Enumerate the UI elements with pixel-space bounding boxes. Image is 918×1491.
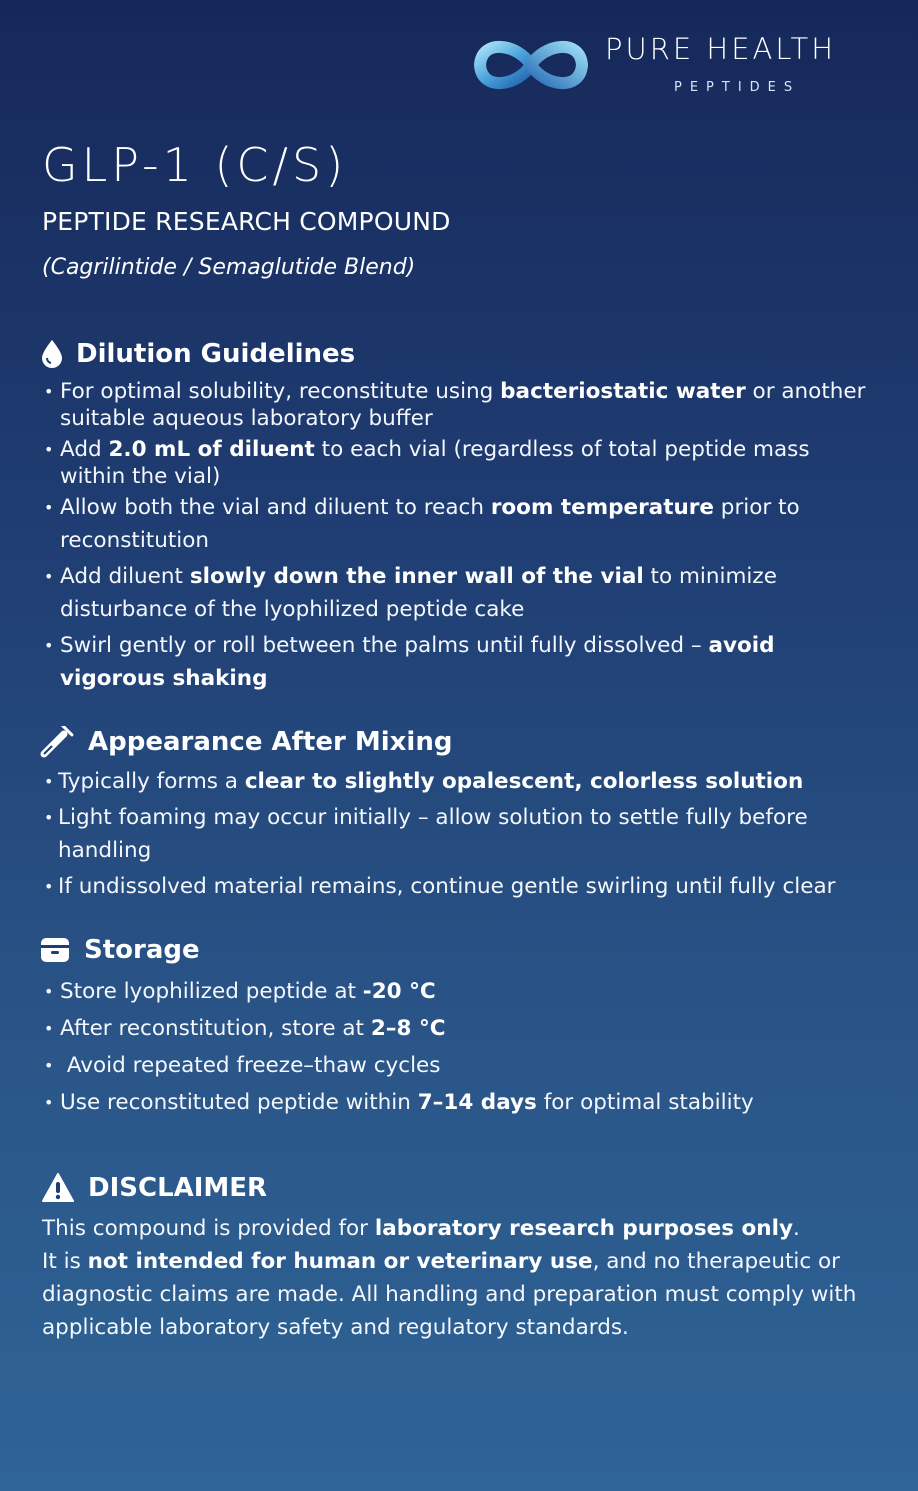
list-item: • Store lyophilized peptide at -20 °C [40, 975, 880, 1008]
droplet-icon [40, 337, 74, 371]
brand-name: PURE HEALTH [605, 32, 837, 66]
disclaimer-title: DISCLAIMER [88, 1173, 268, 1203]
list-item: • Add 2.0 mL of diluent to each vial (regardless of total peptide mass within the vial) [40, 436, 880, 490]
dilution-title: Dilution Guidelines [76, 339, 356, 369]
list-item: • Light foaming may occur initially – allow solution to settle fully before handling [40, 801, 880, 867]
appearance-title: Appearance After Mixing [88, 727, 453, 757]
storage-list [40, 975, 880, 1119]
section-heading [40, 334, 880, 374]
disclaimer-text: This compound is provided for laboratory research purposes only. It is not intended for human or veterinary use, and no therapeutic or diagnostic claims are made. All handling and preparation must comply with applicable laboratory safety and regulatory standards. [42, 1216, 857, 1340]
list-item: • If undissolved material remains, continue gentle swirling until fully clear [40, 870, 880, 903]
list-item: • Typically forms a clear to slightly opalescent, colorless solution [40, 765, 880, 798]
storage-title: Storage [84, 935, 200, 965]
appearance-list [40, 765, 880, 903]
section-heading [40, 930, 880, 970]
product-blend: (Cagrilintide / Semaglutide Blend) [42, 255, 416, 280]
infinity-logo-icon [472, 30, 590, 100]
storage-box-icon [40, 933, 82, 967]
section-heading [42, 1168, 882, 1208]
brand-logo [472, 30, 882, 102]
appearance-section [40, 722, 880, 903]
dilution-list [40, 378, 880, 695]
product-title: GLP-1 (C/S) [42, 138, 348, 192]
brand-tagline: PEPTIDES [674, 80, 801, 95]
list-item: • Use reconstituted peptide within 7–14 days for optimal stability [40, 1086, 880, 1119]
disclaimer-section [42, 1168, 882, 1344]
list-item: • After reconstitution, store at 2–8 °C [40, 1012, 880, 1045]
test-tube-icon [40, 725, 86, 759]
list-item: • Add diluent slowly down the inner wall of the vial to minimize disturbance of the lyophilized peptide cake [40, 560, 880, 626]
storage-section [40, 930, 880, 1119]
section-heading [40, 722, 880, 762]
list-item: • Swirl gently or roll between the palms until fully dissolved – avoid vigorous shaking [40, 629, 880, 695]
list-item: • For optimal solubility, reconstitute using bacteriostatic water or another suitable aqueous laboratory buffer [40, 378, 880, 432]
list-item: • Avoid repeated freeze–thaw cycles [40, 1049, 880, 1082]
dilution-section [40, 334, 880, 695]
warning-icon [42, 1171, 86, 1205]
product-subtitle: PEPTIDE RESEARCH COMPOUND [42, 207, 451, 236]
list-item: • Allow both the vial and diluent to reach room temperature prior to reconstitution [40, 491, 880, 557]
